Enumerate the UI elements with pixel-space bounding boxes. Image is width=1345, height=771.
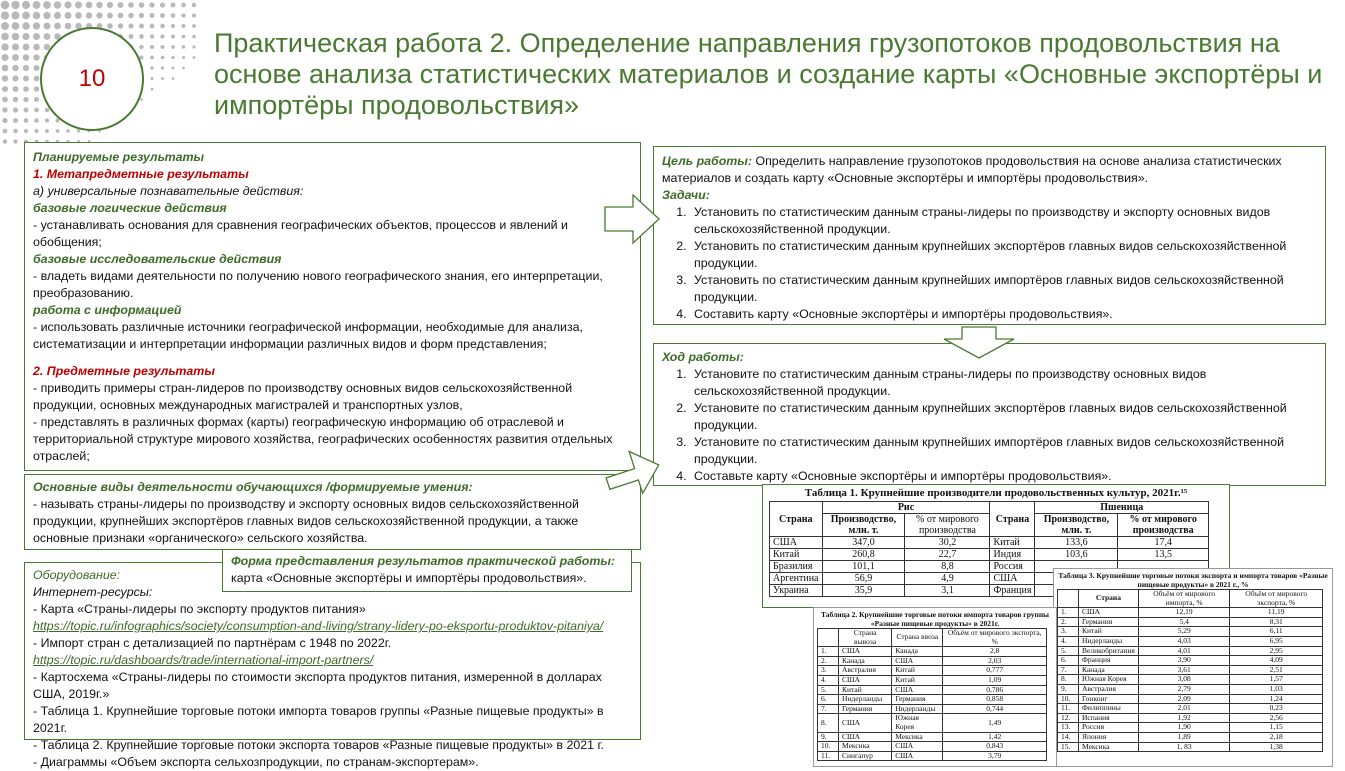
table3-cell: 3,08 [1138,675,1230,685]
task-item: 4. Составить карту «Основные экспортёры и импортёры продовольствия». [690,306,1317,323]
table3-cell: Россия [1079,723,1139,733]
goal-text: Определить направление грузопотоков продовольствия на основе анализа статистических материалов и создать карту «Основные экспортёры и импортёры продовольствия». [662,154,1282,185]
table3-cell: Япония [1079,732,1139,742]
meta-sub: а) универсальные познавательные действия: [33,184,304,198]
table2-cell: Мексика [839,742,892,752]
equipment-item-6: - Диаграммы «Объем экспорта сельхозпродукции, по странам-экспортерам». [33,755,479,769]
table3-cell: 2,09 [1138,694,1230,704]
table1-cell: 35,9 [822,585,905,597]
info-heading: работа с информацией [33,303,182,317]
course-step: 4. Составьте карту «Основные экспортёры и импортёры продовольствия». [690,468,1317,485]
course-step: 1. Установите по статистическим данным страны-лидеры по производству основных видов сельскохозяйственной продукции. [690,366,1317,400]
table2-cell: 4. [818,675,839,685]
table2-cell: Австралия [839,666,892,676]
logic-heading: базовые логические действия [33,201,227,215]
table3-cell: Франция [1079,656,1139,666]
right-arrow-icon [603,193,663,245]
table1-cell: Китай [770,549,823,561]
table1-cell: 22,7 [905,549,990,561]
table1-cell: 103,6 [1035,549,1118,561]
table3-cell: 14. [1058,732,1079,742]
table2-cell: 0,777 [943,666,1047,676]
table3-cell: 0,23 [1230,704,1323,714]
table2-cell: США [892,656,943,666]
task-item: 1. Установить по статистическим данным страны-лидеры по производству и экспорту основных видов сельскохозяйственной продукции. [690,204,1317,238]
table3-cell: 2,56 [1230,713,1323,723]
table3-cell: 10. [1058,694,1079,704]
equipment-sub: Интернет-ресурсы: [33,585,153,599]
table3-cell: Южная Корея [1079,675,1139,685]
table3-cell: 7. [1058,665,1079,675]
table-2-caption: Таблица 2. Крупнейшие торговые потоки импорта товаров группы «Разные пищевые продукты» в 2021г. [820,610,1050,628]
table3-cell: Нидерланды [1079,636,1139,646]
t1-h-prod: Производство, млн. т. [822,514,905,537]
table-row [818,742,1047,752]
table3-cell: 6,11 [1230,627,1323,637]
table2-cell: 3. [818,666,839,676]
table1-cell: 13,5 [1118,549,1209,561]
table2-cell: Канада [839,656,892,666]
t3-h-export: Объём от мирового экспорта, % [1230,590,1323,608]
equipment-heading: Оборудование: [33,568,121,582]
table2-cell: США [892,751,943,761]
planned-heading: Планируемые результаты [33,150,205,164]
table1-cell: США [770,537,823,549]
table1-cell: 133,6 [1035,537,1118,549]
table3-cell: Канада [1079,665,1139,675]
table3-cell: 3. [1058,627,1079,637]
table2-cell: США [839,675,892,685]
slide-number: 10 [78,65,106,92]
table3-cell: 4. [1058,636,1079,646]
goal-box [653,146,1326,325]
table3-cell: 12. [1058,713,1079,723]
equipment-item-1 [33,601,632,635]
table2-cell: Канада [892,647,943,657]
task-item: 3. Установить по статистическим данным крупнейших импортёров главных видов сельскохозяйственной продукции. [690,272,1317,306]
course-box [653,343,1326,486]
table3-cell: 1,92 [1138,713,1230,723]
table3-cell: Филиппины [1079,704,1139,714]
activities-heading: Основные виды деятельности обучающихся /формируемые умения: [33,480,473,494]
table2-cell: 2. [818,656,839,666]
table-row [1058,742,1323,752]
course-step: 2. Установите по статистическим данным крупнейших экспортёров главных видов сельскохозяйственной продукции. [690,400,1317,434]
up-right-arrow-icon [604,443,664,497]
table3-cell: 8. [1058,675,1079,685]
table-row [1058,684,1323,694]
activities-box [24,474,641,550]
table1-cell: 56,9 [822,573,905,585]
table2-cell: 0,843 [943,742,1047,752]
table2-cell: Мексика [892,732,943,742]
meta-heading: 1. Метапредметные результаты [33,167,249,181]
table3-cell: 6,95 [1230,636,1323,646]
table3-cell: Австралия [1079,684,1139,694]
table3-cell: 4,03 [1138,636,1230,646]
table2-cell: 1,42 [943,732,1047,742]
table2-cell: Германия [839,704,892,714]
table3-cell: 2. [1058,617,1079,627]
t1-h-country: Страна [770,502,823,537]
t2-h-share: Объём от мирового экспорта, % [943,629,1047,647]
down-arrow-icon [940,325,1020,361]
t3-h-import: Объём от мирового импорта, % [1138,590,1230,608]
table-row [818,695,1047,705]
table2-cell: Китай [839,685,892,695]
table3-cell: 4,01 [1138,646,1230,656]
table1-cell: Украина [770,585,823,597]
table3-cell: 3,90 [1138,656,1230,666]
form-text: карта «Основные экспортёры и импортёры продовольствия». [231,571,587,585]
subject-text-2: - представлять в различных формах (карты) географическую информацию об отраслевой и территориальной структуре мирового хозяйства, географических особенностях развития отдельных отраслей; [33,415,613,463]
course-steps [662,366,1317,485]
table3-cell: Гонконг [1079,694,1139,704]
table3-cell: 2,95 [1230,646,1323,656]
table2-cell: 1,49 [943,714,1047,732]
table-3 [1053,568,1333,767]
link-food-export-map[interactable]: https://topic.ru/infographics/society/consumption-and-living/strany-lidery-po-eksportu-produktov-pitaniya/ [33,619,604,633]
table2-cell: 11. [818,751,839,761]
table3-cell: 4,09 [1230,656,1323,666]
t2-h-from: Страна вывоза [839,629,892,647]
table3-cell: Испания [1079,713,1139,723]
table3-cell: 1,90 [1138,723,1230,733]
table-3-caption: Таблица 3. Крупнейшие торговые потоки экспорта и импорта товаров «Разные пищевые продукты» в 2021 г., % [1058,571,1328,589]
table3-cell: США [1079,608,1139,618]
table2-cell: 9. [818,732,839,742]
table3-cell: Великобритания [1079,646,1139,656]
table1-cell: 30,2 [905,537,990,549]
table1-cell: Бразилия [770,561,823,573]
info-text: - использовать различные источники географической информации, необходимые для анализа, систематизации и интерпретации информации различных видов и форм представления; [33,320,583,351]
table3-cell: 12,19 [1138,608,1230,618]
table2-cell: США [839,714,892,732]
table3-cell: 1,15 [1230,723,1323,733]
table2-cell: США [839,732,892,742]
subject-heading: 2. Предметные результаты [33,364,215,378]
table2-cell: Нидерланды [839,695,892,705]
t1-h-share: % от мирового производства [905,514,990,537]
table2-cell: США [892,742,943,752]
table2-cell: 5. [818,685,839,695]
table3-cell: 1, 83 [1138,742,1230,752]
table2-cell: США [892,685,943,695]
table2-cell: Китай [892,675,943,685]
table3-cell: 9. [1058,684,1079,694]
table-row [1058,636,1323,646]
table3-cell: 2,51 [1230,665,1323,675]
table1-cell: 260,8 [822,549,905,561]
table-row [1058,723,1323,733]
table-row [818,675,1047,685]
link-import-partners[interactable]: https://topic.ru/dashboards/trade/international-import-partners/ [33,653,374,667]
course-step: 3. Установите по статистическим данным крупнейших импортёров главных видов сельскохозяйственной продукции. [690,434,1317,468]
table-row [770,537,1209,549]
table1-cell: США [990,573,1035,585]
t1-h-wheat: Пшеница [1035,502,1209,514]
logic-text: - устанавливать основания для сравнения географических объектов, процессов и явлений и обобщения; [33,218,568,249]
table3-cell: 5. [1058,646,1079,656]
table1-cell: 101,1 [822,561,905,573]
table2-cell: 2,8 [943,647,1047,657]
table-row [1058,675,1323,685]
goal-heading: Цель работы: [662,154,753,168]
table2-cell: 8. [818,714,839,732]
table2-cell: 0,744 [943,704,1047,714]
table2-cell: Нидерланды [892,704,943,714]
table3-cell: 5,4 [1138,617,1230,627]
goal-line [662,153,1317,187]
research-heading: базовые исследовательские действия [33,252,282,266]
table2-cell: Китай [892,666,943,676]
table3-cell: 2,01 [1138,704,1230,714]
table2-cell: 1. [818,647,839,657]
table3-cell: 3,61 [1138,665,1230,675]
course-heading: Ход работы: [662,350,744,364]
table-1-caption: Таблица 1. Крупнейшие производители продовольственных культур, 2021г.¹⁵ [804,487,1188,499]
table-row [818,647,1047,657]
equipment-item-2 [33,635,632,669]
table1-cell: Россия [990,561,1035,573]
t3-h-country: Страна [1079,590,1139,608]
table2-cell: 10. [818,742,839,752]
table-row [1058,704,1323,714]
table2-cell: Германия [892,695,943,705]
table2-cell: Южная Корея [892,714,943,732]
table3-cell: 6. [1058,656,1079,666]
table2-cell: США [839,647,892,657]
t1-h-prod2: Производство, млн. т. [1035,514,1118,537]
table3-cell: Мексика [1079,742,1139,752]
table2-cell: 0,786 [943,685,1047,695]
equipment-item-4: - Таблица 1. Крупнейшие торговые потоки импорта товаров группы «Разные пищевые продукты» в 2021г. [33,704,604,735]
table-2-grid [817,628,1047,761]
table3-cell: 1,24 [1230,694,1323,704]
t1-h-rice: Рис [822,502,990,514]
table-row [1058,732,1323,742]
table3-cell: Германия [1079,617,1139,627]
table-row [818,714,1047,732]
t1-h-share2: % от мирового производства [1118,514,1209,537]
table1-cell: 347,0 [822,537,905,549]
form-heading: Форма представления результатов практической работы: [231,554,616,568]
page-title: Практическая работа 2. Определение направления грузопотоков продовольствия на основе анализа статистических материалов и создание карты «Основные экспортёры и импортёры продовольствия» [214,28,1323,120]
t2-h-to: Страна ввоза [892,629,943,647]
table1-cell: 3,1 [905,585,990,597]
table-row [770,549,1209,561]
table2-cell: 3,79 [943,751,1047,761]
table3-cell: 11,19 [1230,608,1323,618]
activities-text: - называть страны-лидеры по производству и экспорту основных видов сельскохозяйственной продукции, крупнейших экспортёров главных видов сельскохозяйственной продукции, а также основные признаки «органического» сельского хозяйства. [33,497,579,545]
equipment-item-2-text: - Импорт стран с детализацией по партнёрам с 1948 по 2022г. [33,636,392,650]
tasks-heading: Задачи: [662,188,710,202]
slide-number-badge [40,27,144,131]
table3-cell: 8,31 [1230,617,1323,627]
table1-cell: Аргентина [770,573,823,585]
task-item: 2. Установить по статистическим данным крупнейших экспортёров главных видов сельскохозяйственной продукции. [690,238,1317,272]
table2-cell: 6. [818,695,839,705]
table-3-grid [1057,589,1323,752]
table3-cell: 1,57 [1230,675,1323,685]
table-row [818,751,1047,761]
table1-cell: 8,8 [905,561,990,573]
table3-cell: 2,79 [1138,684,1230,694]
table-2 [813,607,1057,767]
table3-cell: 1,89 [1138,732,1230,742]
table3-cell: 5,29 [1138,627,1230,637]
table2-cell: 7. [818,704,839,714]
planned-results-box [24,142,641,471]
table-row [1058,656,1323,666]
table2-cell: Сингапур [839,751,892,761]
table3-cell: 15. [1058,742,1079,752]
table-row [818,704,1047,714]
table2-cell: 1,09 [943,675,1047,685]
table1-cell: 17,4 [1118,537,1209,549]
table2-cell: 0,858 [943,695,1047,705]
table2-cell: 2,03 [943,656,1047,666]
table1-cell: Франция [990,585,1035,597]
table3-cell: Китай [1079,627,1139,637]
table1-cell: 4,9 [905,573,990,585]
equipment-item-3: - Картосхема «Страны-лидеры по стоимости экспорта продуктов питания, измеренной в долларах США, 2019г.» [33,670,602,701]
table1-cell: Индия [990,549,1035,561]
form-box [222,549,632,592]
table3-cell: 13. [1058,723,1079,733]
equipment-item-5: - Таблица 2. Крупнейшие торговые потоки экспорта товаров «Разные пищевые продукты» в 2021 г. [33,738,604,752]
subject-text-1: - приводить примеры стран-лидеров по производству основных видов сельскохозяйственной продукции, основных международных магистралей и транспортных узлов, [33,381,573,412]
table3-cell: 1,38 [1230,742,1323,752]
research-text: - владеть видами деятельности по получению нового географического знания, его интерпретации, преобразованию. [33,269,603,300]
t1-h-country2: Страна [990,502,1035,537]
table3-cell: 11. [1058,704,1079,714]
table3-cell: 2,18 [1230,732,1323,742]
tasks-list [662,204,1317,323]
equipment-item-1-text: - Карта «Страны-лидеры по экспорту продуктов питания» [33,602,366,616]
table-row [1058,608,1323,618]
table1-cell: Китай [990,537,1035,549]
table3-cell: 1. [1058,608,1079,618]
table3-cell: 1,03 [1230,684,1323,694]
